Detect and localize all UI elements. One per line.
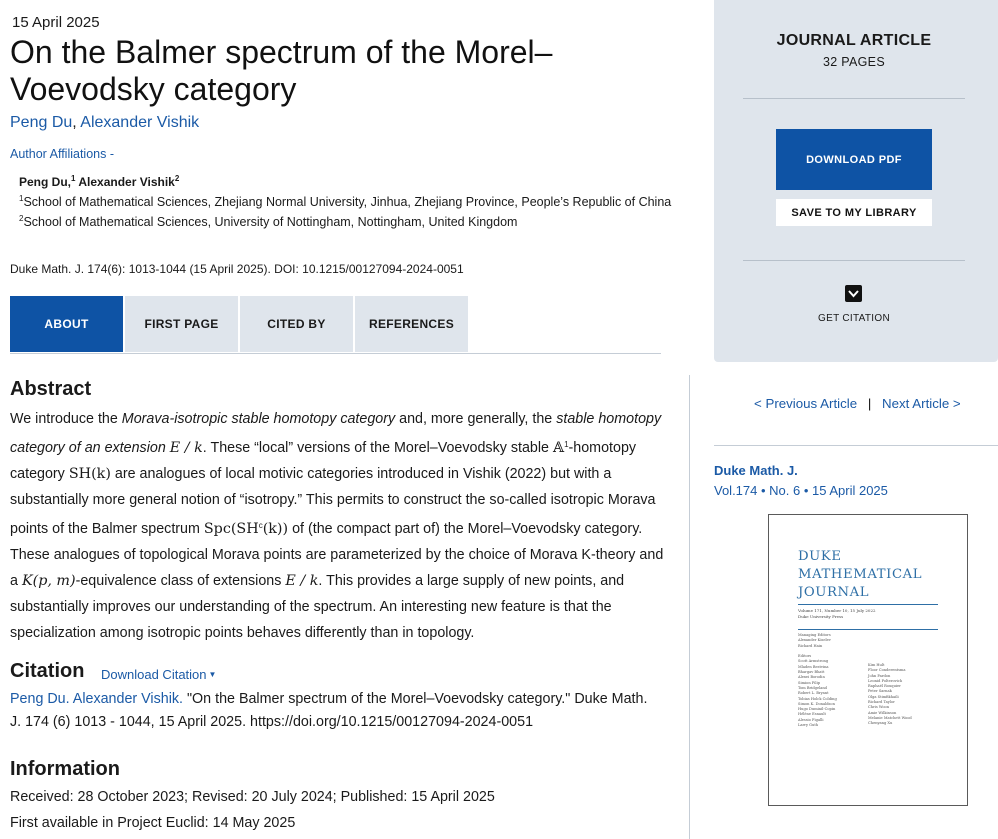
publication-date: 15 April 2025 [12, 14, 100, 31]
information-heading: Information [10, 758, 120, 780]
tab-about[interactable]: ABOUT [10, 296, 123, 352]
affiliation-2-text: School of Mathematical Sciences, University of Nottingham, Nottingham, United Kingdom [23, 215, 518, 229]
math-inline: E / k [285, 573, 319, 589]
chevron-down-icon[interactable] [845, 285, 862, 302]
math-inline: 𝔸 [552, 440, 565, 456]
cover-rule [798, 604, 938, 605]
citation-heading: Citation [10, 660, 85, 682]
cover-meta-line: Volume 171, Number 10, 15 July 2022 [798, 608, 876, 613]
affiliation-2 [19, 214, 517, 229]
affiliation-1-text: School of Mathematical Sciences, Zhejiang Normal University, Jinhua, Zhejiang Province, People’s Republic of China [23, 195, 672, 209]
tab-references[interactable]: REFERENCES [355, 296, 468, 352]
author-affiliations-toggle[interactable]: Author Affiliations - [10, 147, 114, 161]
article-navigation [754, 396, 961, 411]
caret-down-icon: ▼ [208, 670, 217, 679]
abstract-heading: Abstract [10, 378, 92, 400]
affil-author-2: Alexander Vishik [78, 175, 175, 189]
previous-article-link[interactable]: < Previous Article [754, 396, 858, 411]
affiliation-author-names [19, 174, 179, 189]
abstract-part: -equivalence class of extensions [75, 573, 286, 589]
page-count: 32 PAGES [823, 55, 885, 69]
abstract-text [10, 406, 670, 646]
math-inline: E / k [169, 440, 203, 456]
save-to-library-button[interactable]: SAVE TO MY LIBRARY [776, 199, 932, 226]
download-citation-dropdown[interactable] [101, 667, 216, 682]
affiliation-1-sup: 1 [19, 194, 24, 203]
abstract-part: We introduce the [10, 411, 122, 427]
get-citation-button[interactable]: GET CITATION [818, 313, 890, 324]
column-divider [689, 375, 690, 839]
cover-title [798, 548, 958, 602]
math-inline: Spc(SH [203, 521, 259, 537]
affiliation-2-sup: 2 [19, 214, 24, 223]
abstract-part: of (the compact part of) the Morel–Voevodsky category. These analogues of topological Morava points are parameterized by the choice of Morava K-theory and a [10, 521, 664, 589]
citation-authors-link[interactable]: Peng Du. Alexander Vishik. [10, 691, 183, 707]
math-inline: K(p, m) [21, 573, 76, 589]
author-list [10, 114, 199, 132]
abstract-part: . This provides a large supply of new points, and substantially improves our understanding of the spectrum. An interesting new feature is that the specialization among isotropic points behaves differently than in topology. [10, 573, 625, 641]
sidebar-divider [714, 445, 998, 446]
article-title: On the Balmer spectrum of the Morel–Voevodsky category [10, 34, 553, 107]
affil-author-1: Peng Du, [19, 175, 72, 189]
abstract-part: and, more generally, the [395, 411, 557, 427]
affil-sup-2: 2 [174, 174, 180, 183]
nav-separator: | [867, 396, 872, 411]
math-inline: (k)) [262, 521, 289, 537]
journal-reference: Duke Math. J. 174(6): 1013-1044 (15 April 2025). DOI: 10.1215/00127094-2024-0051 [10, 262, 464, 276]
article-type: JOURNAL ARTICLE [776, 32, 932, 49]
download-citation-label: Download Citation [101, 667, 207, 682]
affiliation-1 [19, 194, 671, 209]
next-article-link[interactable]: Next Article > [881, 396, 961, 411]
journal-name-link[interactable]: Duke Math. J. [714, 463, 798, 478]
cover-editors-right: Kim Hult Floor Conderentsma John Pardon Leonid Polterovich Raphaël Rouquier Peter Sarnak Olga Stimfikhaili Richard Taylor Chris Woon Amie Wilkinson Melanie Matchett Wood Chenyang Xu [868, 663, 912, 726]
history-dates: Received: 28 October 2023; Revised: 20 July 2024; Published: 15 April 2025 [10, 789, 495, 805]
panel-divider [743, 260, 965, 261]
journal-cover-image[interactable] [768, 514, 968, 806]
citation-body: "On the Balmer spectrum of the Morel–Voevodsky category." Duke Math. J. 174 (6) 1013 - 1044, 15 April 2025. https://doi.org/10.1215/00127094-2024-0051 [10, 691, 648, 730]
author-link-peng-du[interactable]: Peng Du [10, 114, 73, 131]
tab-cited-by[interactable]: CITED BY [240, 296, 353, 352]
author-link-alexander-vishik[interactable]: Alexander Vishik [80, 114, 200, 131]
abstract-emphasis: stable homotopy category of an extension [10, 411, 662, 456]
article-tabs [10, 296, 470, 352]
cover-title-line: MATHEMATICAL [798, 567, 923, 582]
author-separator: , [72, 114, 77, 131]
first-available: First available in Project Euclid: 14 May 2025 [10, 815, 296, 831]
abstract-part: . These “local” versions of the Morel–Voevodsky stable [202, 440, 553, 456]
panel-divider [743, 98, 965, 99]
cover-editors-left: Managing Editors Alexander Kiselev Richard Hain Editors Scott Armstrong Mladen Bestvina Bhargav Bhatt Alexei Borodin Simion Filip Tom Bridgeland Robert L. Bryant Tobias Holck Colding Simon K. Donaldson Hugo Duminil-Copin Hélène Esnault Alessio Figalli Larry Guth [798, 633, 837, 728]
cover-title-line: JOURNAL [798, 585, 870, 600]
cover-meta-line: Duke University Press [798, 614, 844, 619]
citation-text [10, 688, 660, 734]
tabs-divider [10, 353, 661, 354]
math-sup: c [258, 521, 263, 530]
abstract-part: -homotopy category [10, 440, 637, 482]
download-pdf-button[interactable]: DOWNLOAD PDF [776, 129, 932, 190]
cover-title-line: DUKE [798, 549, 842, 564]
abstract-part: are analogues of local motivic categories introduced in Vishik (2022) but with a substantially more general notion of “isotropy.” This permits to construct the so-called isotropic Morava points of the Balmer spectrum [10, 466, 656, 537]
tab-first-page[interactable]: FIRST PAGE [125, 296, 238, 352]
article-actions-panel [714, 0, 998, 362]
affil-sup-1: 1 [71, 174, 76, 183]
math-inline: SH(k) [68, 466, 111, 482]
abstract-emphasis: Morava-isotropic stable homotopy category [121, 411, 396, 427]
issue-link[interactable]: Vol.174 • No. 6 • 15 April 2025 [714, 483, 888, 498]
cover-meta [798, 608, 876, 620]
math-sup: 1 [564, 440, 569, 449]
cover-rule [798, 629, 938, 630]
